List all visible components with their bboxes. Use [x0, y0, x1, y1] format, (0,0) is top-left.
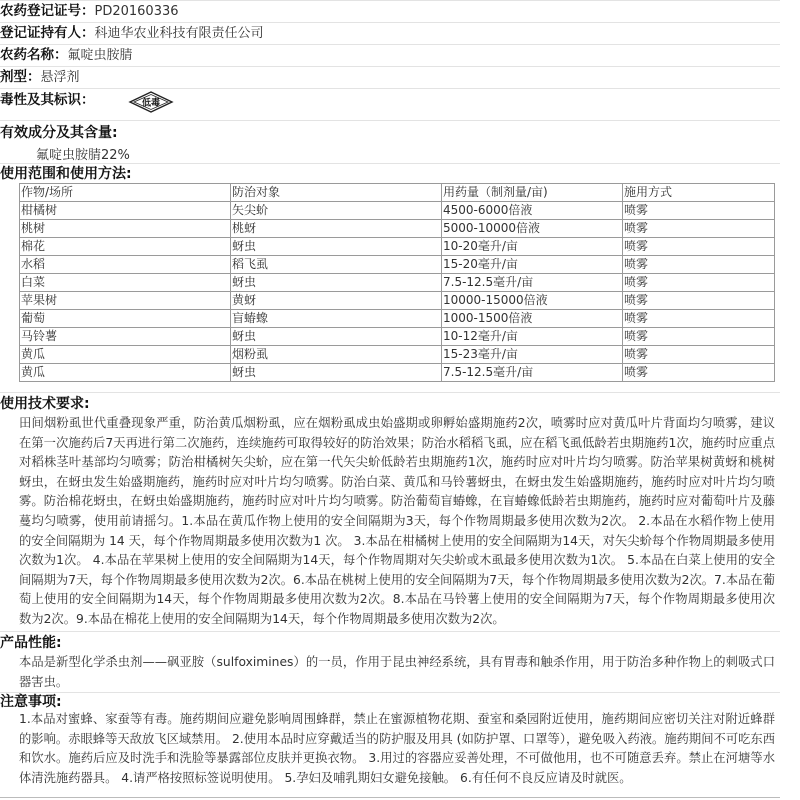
divider [0, 797, 780, 798]
table-cell: 喷雾 [623, 238, 775, 256]
performance-title: 产品性能: [0, 635, 62, 651]
usage-table [19, 183, 775, 382]
table-row [20, 310, 775, 328]
table-cell: 喷雾 [623, 364, 775, 382]
table-cell: 15-23毫升/亩 [442, 346, 623, 364]
divider [0, 22, 780, 23]
table-row [20, 346, 775, 364]
divider [0, 392, 780, 393]
table-row [20, 274, 775, 292]
cert-number-label: 农药登记证号： [0, 3, 95, 19]
table-cell: 烟粉虱 [231, 346, 442, 364]
toxicity-row [0, 92, 95, 109]
technical-text: 田间烟粉虱世代重叠现象严重，防治黄瓜烟粉虱，应在烟粉虱成虫始盛期或卵孵始盛期施药2次，喷雾时应对黄瓜叶片背面均匀喷雾，建议在第一次施药后7天再进行第二次施药，连续施药可取得较好的防治效果；防治水稻稻飞虱，应在稻飞虱低龄若虫期施药1次，施药时应重点对稻株茎叶基部均匀喷雾；防治柑橘树矢尖蚧，应在第一代矢尖蚧低龄若虫期施药1次，施药时应对叶片均匀喷雾。防治苹果树黄蚜和桃树蚜虫，在蚜虫发生始盛期施药，施药时应对叶片均匀喷雾。防治白菜、黄瓜和马铃薯蚜虫，在蚜虫发生始盛期施药，施药时应对叶片均匀喷雾。防治棉花蚜虫，在蚜虫始盛期施药，施药时应对叶片均匀喷雾。防治葡萄盲蝽蟓，在盲蝽蟓低龄若虫期施药，施药时应对葡萄叶片及藤蔓均匀喷雾，使用前请摇匀。1.本品在黄瓜作物上使用的安全间隔期为3天，每个作物周期最多使用次数为2次。 2.本品在水稻作物上使用的安全间隔期为 14 天，每个作物周期最多使用次数为1 次。 3.本品在柑橘树上使用的安全间隔期为14天，对矢尖蚧每个作物周期最多使用次数为1次。 4.本品在苹果树上使用的安全间隔期为14天，每个作物周期对矢尖蚧或木虱最多使用次数为1次。 5.本品在白菜上使用的安全间隔期为7天，每个作物周期最多使用次数为2次。6.本品在桃树上使用的安全间隔期为7天，每个作物周期最多使用次数为2次。7.本品在葡萄上使用的安全间隔期为14天，每个作物周期最多使用次数为2次。8.本品在马铃薯上使用的安全间隔期为7天，每个作物周期最多使用次数为2次。9.本品在棉花上使用的安全间隔期为14天，每个作物周期最多使用次数为2次。 [19, 416, 775, 626]
table-cell: 黄瓜 [20, 364, 231, 382]
table-cell: 10000-15000倍液 [442, 292, 623, 310]
technical-title: 使用技术要求: [0, 396, 90, 412]
divider [0, 44, 780, 45]
table-row [20, 364, 775, 382]
table-header-cell: 施用方式 [623, 184, 775, 202]
formulation-label: 剂型： [0, 69, 41, 85]
table-cell: 喷雾 [623, 202, 775, 220]
precautions-text: 1.本品对蜜蜂、家蚕等有毒。施药期间应避免影响周围蜂群，禁止在蜜源植物花期、蚕室和桑园附近使用，施药期间应密切关注对附近蜂群的影响。赤眼蜂等天敌放飞区域禁用。 2.使用本品时应穿戴适当的防护服及用具 (如防护罩、口罩等），避免吸入药液。施药期间不可吃东西和饮水。施药后应及时洗手和洗脸等暴露部位皮肤并更换衣物。 3.用过的容器应妥善处理，不可做他用，也不可随意丢弃。禁止在河塘等水体清洗施药器具。 4.请严格按照标签说明使用。 5.孕妇及哺乳期妇女避免接触。 6.有任何不良反应请及时就医。 [19, 712, 776, 785]
table-cell: 黄蚜 [231, 292, 442, 310]
table-cell: 4500-6000倍液 [442, 202, 623, 220]
table-cell: 葡萄 [20, 310, 231, 328]
table-row [20, 328, 775, 346]
table-cell: 1000-1500倍液 [442, 310, 623, 328]
table-cell: 7.5-12.5毫升/亩 [442, 364, 623, 382]
table-cell: 喷雾 [623, 292, 775, 310]
table-header-row [20, 184, 775, 202]
ingredient-value: 氟啶虫胺腈22% [36, 148, 130, 163]
divider [0, 0, 780, 1]
cert-number-value: PD20160336 [94, 4, 179, 19]
table-cell: 桃蚜 [231, 220, 442, 238]
table-cell: 稻飞虱 [231, 256, 442, 274]
table-cell: 蚜虫 [231, 328, 442, 346]
toxicity-label: 毒性及其标识： [0, 92, 95, 108]
divider [0, 66, 780, 67]
divider [0, 120, 780, 121]
divider [0, 163, 780, 164]
usage-title: 使用范围和使用方法: [0, 166, 132, 182]
table-header-cell: 防治对象 [231, 184, 442, 202]
table-cell: 矢尖蚧 [231, 202, 442, 220]
table-cell: 黄瓜 [20, 346, 231, 364]
table-cell: 5000-10000倍液 [442, 220, 623, 238]
table-cell: 7.5-12.5毫升/亩 [442, 274, 623, 292]
table-cell: 棉花 [20, 238, 231, 256]
table-cell: 喷雾 [623, 256, 775, 274]
divider [0, 88, 780, 89]
table-cell: 喷雾 [623, 310, 775, 328]
table-cell: 10-20毫升/亩 [442, 238, 623, 256]
usage-table-body [20, 184, 775, 382]
table-cell: 白菜 [20, 274, 231, 292]
pesticide-name-value: 氟啶虫胺腈 [67, 48, 133, 63]
holder-row [0, 25, 264, 42]
low-toxicity-badge [128, 91, 174, 113]
table-cell: 水稻 [20, 256, 231, 274]
divider [0, 631, 780, 632]
table-cell: 喷雾 [623, 346, 775, 364]
table-cell: 喷雾 [623, 328, 775, 346]
toxicity-badge-text: 低毒 [141, 98, 161, 109]
table-cell: 蚜虫 [231, 364, 442, 382]
table-cell: 15-20毫升/亩 [442, 256, 623, 274]
pesticide-name-row [0, 47, 133, 64]
ingredient-title: 有效成分及其含量: [0, 125, 118, 141]
formulation-row [0, 69, 80, 86]
table-row [20, 238, 775, 256]
performance-text: 本品是新型化学杀虫剂——砜亚胺（sulfoximines）的一员，作用于昆虫神经系统，具有胃毒和触杀作用，用于防治多种作物上的刺吸式口器害虫。 [19, 655, 775, 689]
table-cell: 苹果树 [20, 292, 231, 310]
table-cell: 喷雾 [623, 274, 775, 292]
table-cell: 桃树 [20, 220, 231, 238]
cert-number-row [0, 3, 179, 20]
table-cell: 10-12毫升/亩 [442, 328, 623, 346]
table-header-cell: 作物/场所 [20, 184, 231, 202]
table-header-cell: 用药量（制剂量/亩) [442, 184, 623, 202]
divider [0, 692, 780, 693]
holder-label: 登记证持有人： [0, 25, 95, 41]
table-cell: 柑橘树 [20, 202, 231, 220]
table-cell: 盲蝽蟓 [231, 310, 442, 328]
table-cell: 喷雾 [623, 220, 775, 238]
table-row [20, 220, 775, 238]
formulation-value: 悬浮剂 [40, 70, 80, 85]
table-row [20, 256, 775, 274]
toxicity-diamond-icon [128, 91, 174, 113]
table-cell: 蚜虫 [231, 238, 442, 256]
holder-value: 科迪华农业科技有限责任公司 [94, 26, 264, 41]
pesticide-name-label: 农药名称： [0, 47, 68, 63]
precautions-title: 注意事项: [0, 694, 62, 710]
table-cell: 马铃薯 [20, 328, 231, 346]
table-cell: 蚜虫 [231, 274, 442, 292]
table-row [20, 202, 775, 220]
table-row [20, 292, 775, 310]
